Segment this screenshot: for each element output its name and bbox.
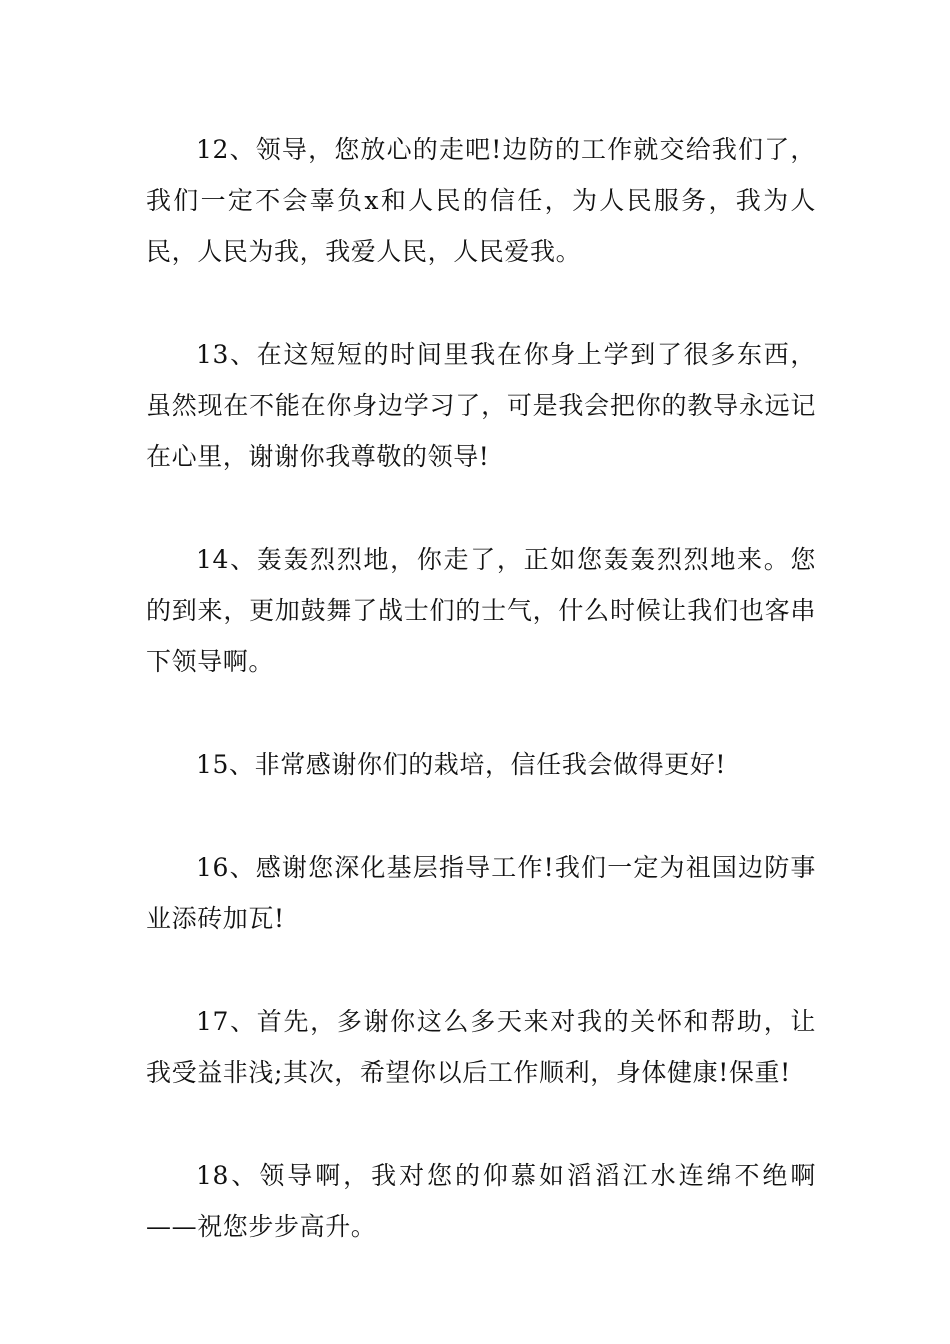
paragraph-14: 14、轰轰烈烈地，你走了，正如您轰轰烈烈地来。您的到来，更加鼓舞了战士们的士气，什么时候让我们也客串下领导啊。: [146, 545, 816, 676]
paragraph-17: 17、首先，多谢你这么多天来对我的关怀和帮助，让我受益非浅;其次，希望你以后工作顺利，身体健康!保重!: [146, 1007, 816, 1087]
paragraph-13: 13、在这短短的时间里我在你身上学到了很多东西，虽然现在不能在你身边学习了，可是我会把你的教导永远记在心里，谢谢你我尊敬的领导!: [146, 340, 816, 471]
paragraph-12: 12、领导，您放心的走吧!边防的工作就交给我们了，我们一定不会辜负x和人民的信任，为人民服务，我为人民，人民为我，我爱人民，人民爱我。: [146, 135, 816, 266]
paragraph-18: 18、领导啊，我对您的仰慕如滔滔江水连绵不绝啊——祝您步步高升。: [146, 1161, 816, 1241]
paragraph-15: 15、非常感谢你们的栽培，信任我会做得更好!: [196, 750, 727, 779]
paragraph-16: 16、感谢您深化基层指导工作!我们一定为祖国边防事业添砖加瓦!: [146, 853, 816, 933]
document-body: [146, 124, 816, 1304]
